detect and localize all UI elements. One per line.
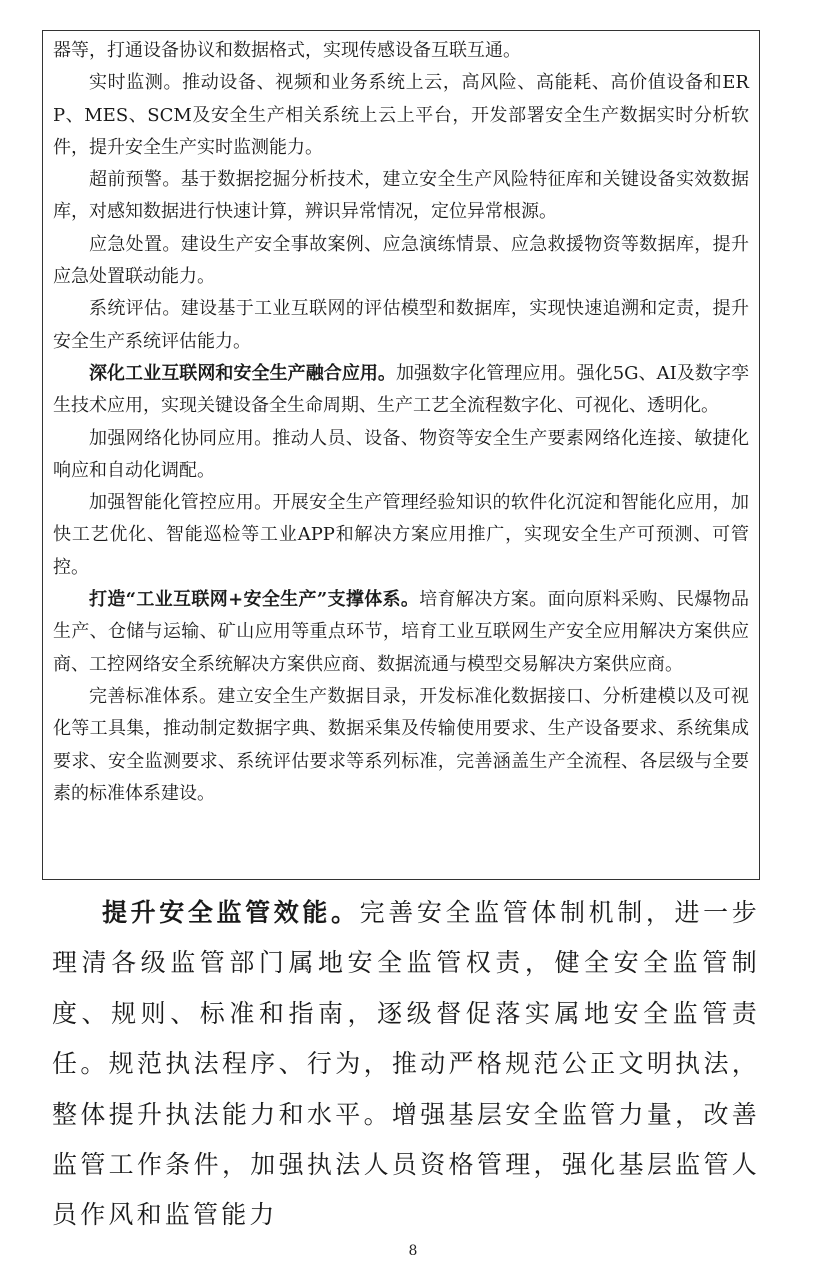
boxed-paragraph-1: [53, 35, 749, 67]
boxed-text-section: [42, 30, 760, 880]
boxed-paragraph-6: [53, 358, 749, 423]
paragraph-body: 加强智能化管控应用。开展安全生产管理经验知识的软件化沉淀和智能化应用，加快工艺优化、智能巡检等工业APP和解决方案应用推广，实现安全生产可预测、可管控。: [53, 492, 749, 578]
paragraph-body: 系统评估。建设基于工业互联网的评估模型和数据库，实现快速追溯和定责，提升安全生产系统评估能力。: [53, 298, 749, 352]
paragraph-body: 完善标准体系。建立安全生产数据目录，开发标准化数据接口、分析建模以及可视化等工具集，推动制定数据字典、数据采集及传输使用要求、生产设备要求、系统集成要求、安全监测要求、系统评估要求等系列标准，完善涵盖生产全流程、各层级与全要素的标准体系建设。: [53, 685, 749, 804]
paragraph-body: 应急处置。建设生产安全事故案例、应急演练情景、应急救援物资等数据库，提升应急处置联动能力。: [53, 233, 749, 288]
boxed-paragraph-8: [53, 487, 749, 584]
boxed-paragraph-7: [53, 423, 749, 488]
main-paragraph: [52, 888, 760, 1241]
paragraph-body: 培育解决方案。面向原料采购、民爆物品生产、仓储与运输、矿山应用等重点环节，培育工业互联网生产安全应用解决方案供应商、工控网络安全系统解决方案供应商、数据流通与模型交易解决方案供应商。: [53, 589, 749, 675]
paragraph-body: 加强网络化协同应用。推动人员、设备、物资等安全生产要素网络化连接、敏捷化响应和自动化调配。: [53, 427, 749, 481]
boxed-paragraph-3: [53, 164, 749, 229]
boxed-paragraph-9: [53, 584, 749, 681]
paragraph-body: 加强数字化管理应用。强化5G、AI及数字孪生技术应用，实现关键设备全生命周期、生产工艺全流程数字化、可视化、透明化。: [53, 362, 749, 417]
paragraph-body: 器等，打通设备协议和数据格式，实现传感设备互联互通。: [53, 40, 521, 61]
main-paragraph-body: 完善安全监管体制机制，进一步理清各级监管部门属地安全监管权责，健全安全监管制度、规则、标准和指南，逐级督促落实属地安全监管责任。规范执法程序、行为，推动严格规范公正文明执法，整体提升执法能力和水平。增强基层安全监管力量，改善监管工作条件，加强执法人员资格管理，强化基层监管人员作风和监管能力: [52, 898, 760, 1230]
main-text-section: [52, 888, 760, 1230]
paragraph-heading: 打造“工业互联网+安全生产”支撑体系。: [89, 589, 420, 611]
boxed-paragraph-2: [53, 67, 749, 164]
paragraph-body: 实时监测。推动设备、视频和业务系统上云，高风险、高能耗、高价值设备和ERP、MES、SCM及安全生产相关系统上云上平台，开发部署安全生产数据实时分析软件，提升安全生产实时监测能力。: [53, 72, 749, 158]
paragraph-body: 超前预警。基于数据挖掘分析技术，建立安全生产风险特征库和关键设备实效数据库，对感知数据进行快速计算，辨识异常情况，定位异常根源。: [53, 169, 749, 223]
paragraph-heading: 深化工业互联网和安全生产融合应用。: [89, 362, 396, 384]
boxed-paragraph-4: [53, 229, 749, 294]
boxed-paragraph-10: [53, 681, 749, 810]
page-number: 8: [408, 1243, 418, 1259]
boxed-paragraph-5: [53, 293, 749, 358]
main-paragraph-heading: 提升安全监管效能。: [102, 898, 360, 927]
